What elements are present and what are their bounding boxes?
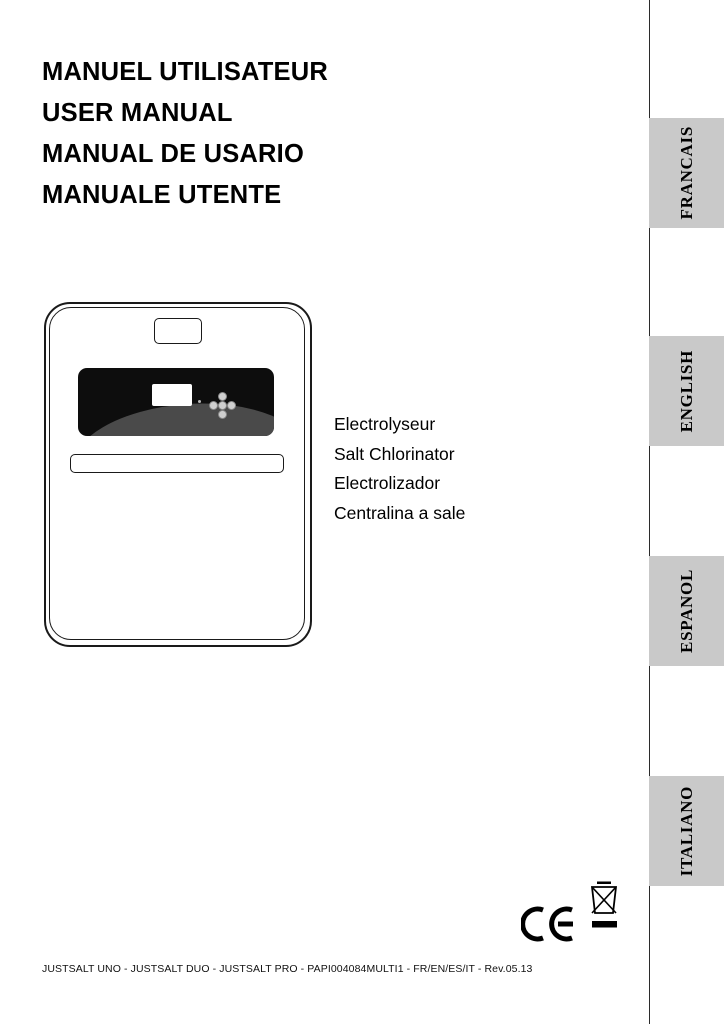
manual-title-block [42,52,562,216]
footer-reference: JUSTSALT UNO - JUSTSALT DUO - JUSTSALT PRO - PAPI004084MULTI1 - FR/EN/ES/IT - Rev.05.13 [42,963,533,975]
device-lower-slot [70,454,284,473]
product-illustration [44,302,312,647]
language-tab-italiano-label: ITALIANO [676,785,696,877]
language-tab-francais[interactable] [649,118,724,228]
ce-mark-icon [521,905,577,943]
lcd-readout [152,384,192,406]
product-name-list [334,410,465,528]
language-tab-english[interactable] [649,336,724,446]
weee-crossed-bin-icon [588,880,624,932]
language-tab-espanol[interactable] [649,556,724,666]
language-tab-espanol-label: ESPANOL [676,569,696,653]
title-line-it: MANUALE UTENTE [42,181,282,209]
product-name-fr: Electrolyseur [334,414,436,434]
title-line-es: MANUAL DE USARIO [42,140,304,168]
product-name-en: Salt Chlorinator [334,443,455,464]
button-left-icon [209,401,218,410]
device-display-panel [78,368,274,436]
title-line-fr: MANUEL UTILISATEUR [42,58,328,86]
button-ok-icon [218,401,227,410]
language-tab-rail [649,0,724,1024]
device-inner-shell [49,307,305,640]
button-right-icon [227,401,236,410]
language-tab-italiano[interactable] [649,776,724,886]
language-tab-francais-label: FRANCAIS [676,126,696,220]
product-name-it: Centralina a sale [334,502,466,523]
product-name-es: Electrolizador [334,473,441,493]
button-down-icon [218,410,227,419]
language-tab-english-label: ENGLISH [676,349,696,433]
button-up-icon [218,392,227,401]
title-line-en: USER MANUAL [42,99,233,127]
device-top-tab [154,318,202,344]
indicator-led-icon [198,400,201,403]
